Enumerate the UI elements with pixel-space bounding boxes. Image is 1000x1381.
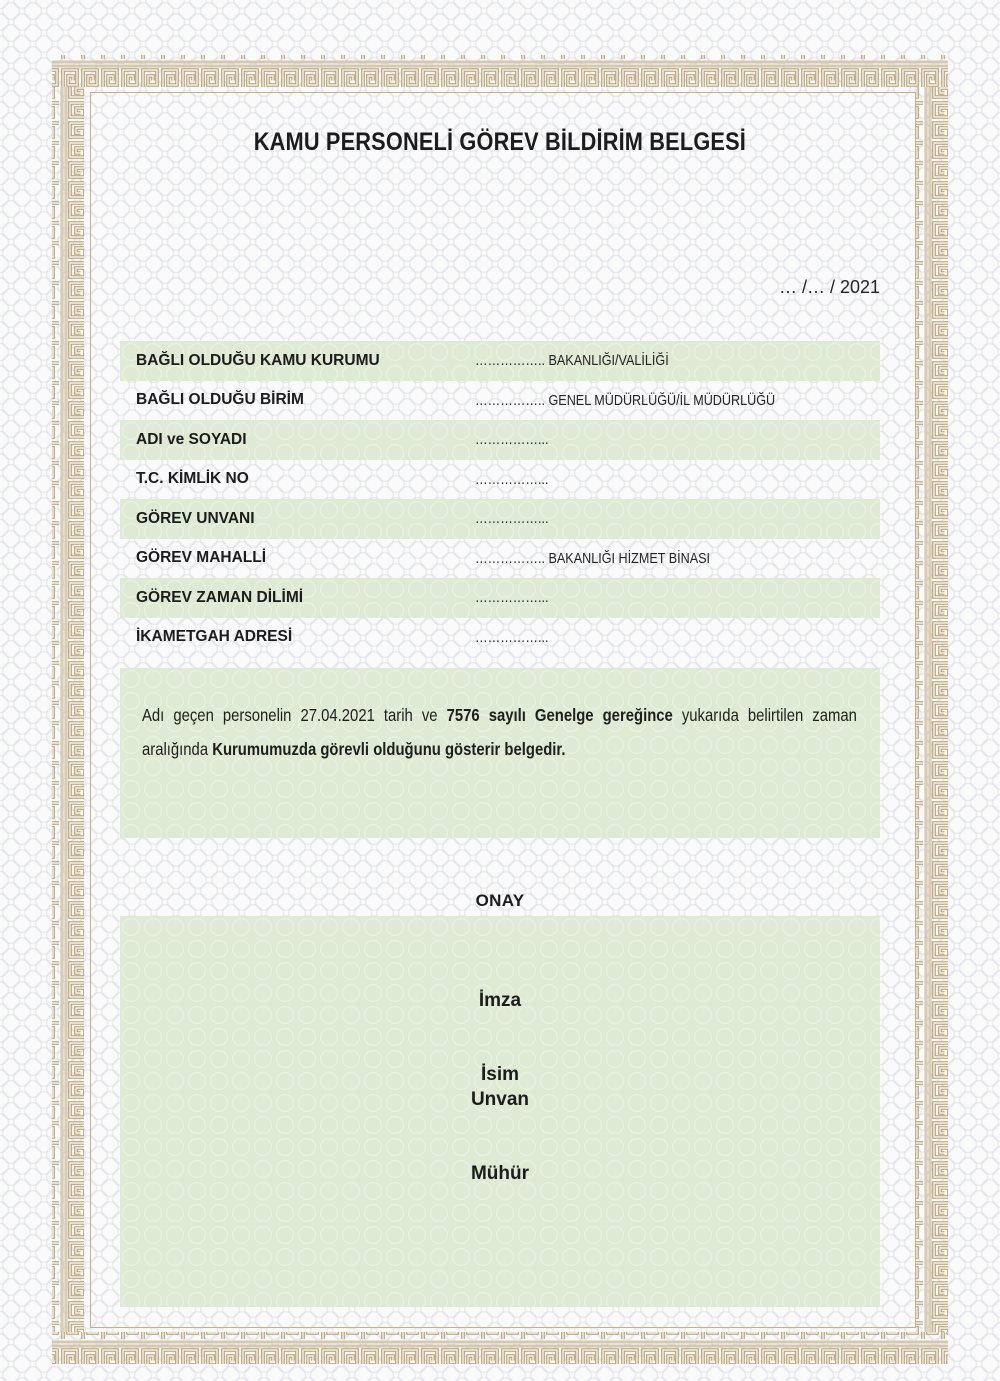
page-title-text: KAMU PERSONELİ GÖREV BİLDİRİM BELGESİ — [253, 128, 747, 156]
form-row-gorev-unvani — [120, 499, 880, 539]
form-row-gorev-mahalli — [120, 539, 880, 579]
field-label: T.C. KİMLİK NO — [136, 470, 249, 488]
form-row-kamu-kurumu — [120, 341, 880, 381]
field-value: …………….. BAKANLIĞI HİZMET BİNASI — [475, 549, 711, 567]
statement-conclusion: Kurumumuzda görevli olduğunu gösterir belgedir. — [212, 739, 566, 760]
field-value: ……………... — [475, 470, 549, 488]
field-label: BAĞLI OLDUĞU BİRİM — [136, 391, 304, 409]
statement-part1: Adı geçen personelin 27.04.2021 tarih ve — [142, 705, 447, 725]
field-value: …………….. BAKANLIĞI/VALİLİĞİ — [475, 352, 669, 370]
page-title — [0, 128, 1000, 157]
statement-circular-ref: 7576 sayılı Genelge gereğince — [446, 705, 673, 725]
field-label: GÖREV MAHALLİ — [136, 549, 267, 567]
form-row-ikametgah — [120, 618, 880, 658]
field-label: İKAMETGAH ADRESİ — [136, 628, 293, 646]
field-value: …………….. GENEL MÜDÜRLÜĞÜ/İL MÜDÜRLÜĞÜ — [475, 391, 776, 409]
stamp-label: Mühür — [470, 1163, 530, 1184]
personnel-form — [120, 341, 880, 657]
form-row-birim — [120, 381, 880, 421]
statement-paragraph — [142, 698, 857, 766]
field-label: BAĞLI OLDUĞU KAMU KURUMU — [136, 351, 380, 369]
form-row-zaman-dilimi — [120, 578, 880, 618]
statement-block — [120, 668, 880, 838]
field-value: ……………... — [475, 628, 549, 646]
form-row-tc-kimlik — [120, 460, 880, 500]
form-row-adi-soyadi — [120, 420, 880, 460]
statement-part3: yukarıda belirtilen zaman aralığında — [142, 705, 857, 760]
field-label: GÖREV UNVANI — [136, 509, 255, 527]
approval-heading: ONAY — [475, 891, 525, 910]
title-label: Unvan — [470, 1089, 530, 1110]
field-value: ……………... — [475, 510, 549, 528]
signature-block — [120, 916, 880, 1307]
field-value: ……………... — [475, 431, 549, 449]
name-label: İsim — [480, 1064, 520, 1085]
field-label: GÖREV ZAMAN DİLİMİ — [136, 588, 304, 606]
field-value: ……………... — [475, 589, 549, 607]
date-field: … /… / 2021 — [778, 277, 880, 297]
signature-label: İmza — [478, 990, 522, 1011]
field-label: ADI ve SOYADI — [136, 430, 247, 448]
